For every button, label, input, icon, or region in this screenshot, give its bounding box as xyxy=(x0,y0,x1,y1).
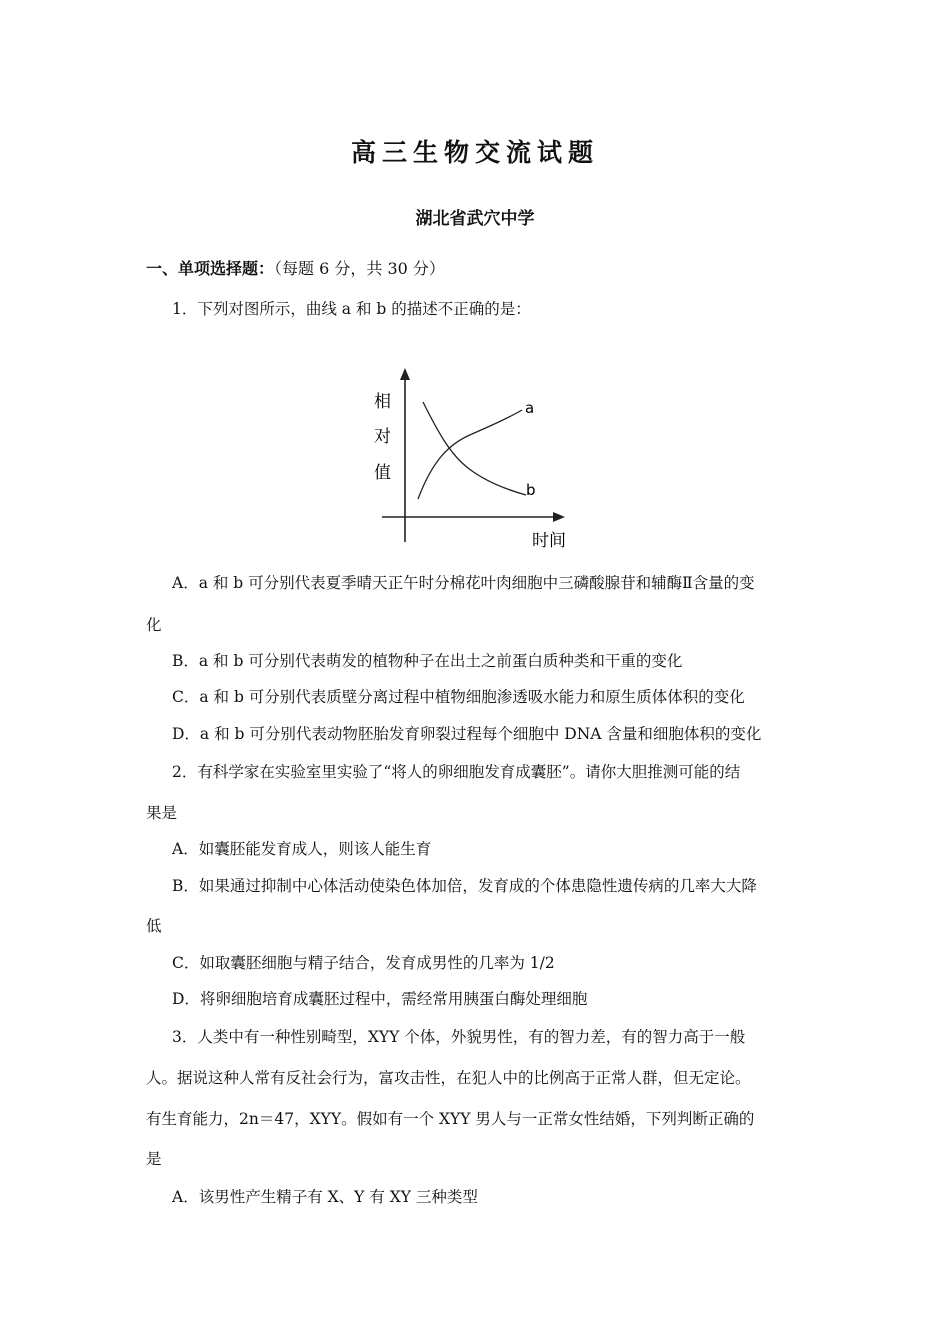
q2-option-b-line2: 低 xyxy=(146,917,162,935)
q1-option-d: D．a 和 b 可分别代表动物胚胎发育卵裂过程每个细胞中 DNA 含量和细胞体积的变化 xyxy=(172,725,762,743)
q3-stem-line3: 有生育能力，2n＝47，XYY。假如有一个 XYY 男人与一正常女性结婚，下列判断正确的 xyxy=(146,1110,755,1128)
q3-stem-line4: 是 xyxy=(146,1150,162,1168)
q1-option-a-line1: A．a 和 b 可分别代表夏季晴天正午时分棉花叶肉细胞中三磷酸腺苷和辅酶Ⅱ含量的变 xyxy=(172,574,755,592)
q1-stem: 1．下列对图所示，曲线 a 和 b 的描述不正确的是： xyxy=(172,300,531,318)
school-name: 湖北省武穴中学 xyxy=(415,209,535,229)
x-axis-arrow xyxy=(553,512,565,522)
page-title: 高三生物交流试题 xyxy=(350,138,599,167)
q2-option-a: A．如囊胚能发育成人，则该人能生育 xyxy=(172,840,432,858)
q2-stem-line2: 果是 xyxy=(146,804,178,822)
q2-option-d: D．将卵细胞培育成囊胚过程中，需经常用胰蛋白酶处理细胞 xyxy=(172,990,588,1008)
q1-option-a-line2: 化 xyxy=(146,616,162,634)
y-label-char-3: 值 xyxy=(374,463,391,483)
x-label: 时间 xyxy=(532,531,566,551)
y-axis-arrow xyxy=(400,368,410,380)
q1-option-b: B．a 和 b 可分别代表萌发的植物种子在出土之前蛋白质种类和干重的变化 xyxy=(172,652,683,670)
section-title: 一、单项选择题： xyxy=(146,259,275,278)
q3-stem-line1: 3．人类中有一种性别畸型，XYY 个体，外貌男性，有的智力差，有的智力高于一般 xyxy=(172,1028,746,1046)
section-heading xyxy=(146,256,445,279)
q1-option-c: C．a 和 b 可分别代表质壁分离过程中植物细胞渗透吸水能力和原生质体体积的变化 xyxy=(172,688,745,706)
q2-option-b-line1: B．如果通过抑制中心体活动使染色体加倍，发育成的个体患隐性遗传病的几率大大降 xyxy=(172,877,757,895)
q3-stem-line2: 人。据说这种人常有反社会行为，富攻击性，在犯人中的比例高于正常人群，但无定论。 xyxy=(146,1069,751,1087)
y-label-char-1: 相 xyxy=(374,392,391,412)
curve-b-label: b xyxy=(526,481,536,499)
q2-stem-line1: 2．有科学家在实验室里实验了“将人的卵细胞发育成囊胚”。请你大胆推测可能的结 xyxy=(172,763,741,781)
curve-figure xyxy=(360,364,580,554)
q3-option-a: A．该男性产生精子有 X、Y 有 XY 三种类型 xyxy=(172,1188,478,1206)
q2-option-c: C．如取囊胚细胞与精子结合，发育成男性的几率为 1/2 xyxy=(172,954,555,972)
section-note: （每题 6 分，共 30 分） xyxy=(274,259,445,278)
curve-a-label: a xyxy=(525,399,535,417)
y-label-char-2: 对 xyxy=(374,427,391,447)
